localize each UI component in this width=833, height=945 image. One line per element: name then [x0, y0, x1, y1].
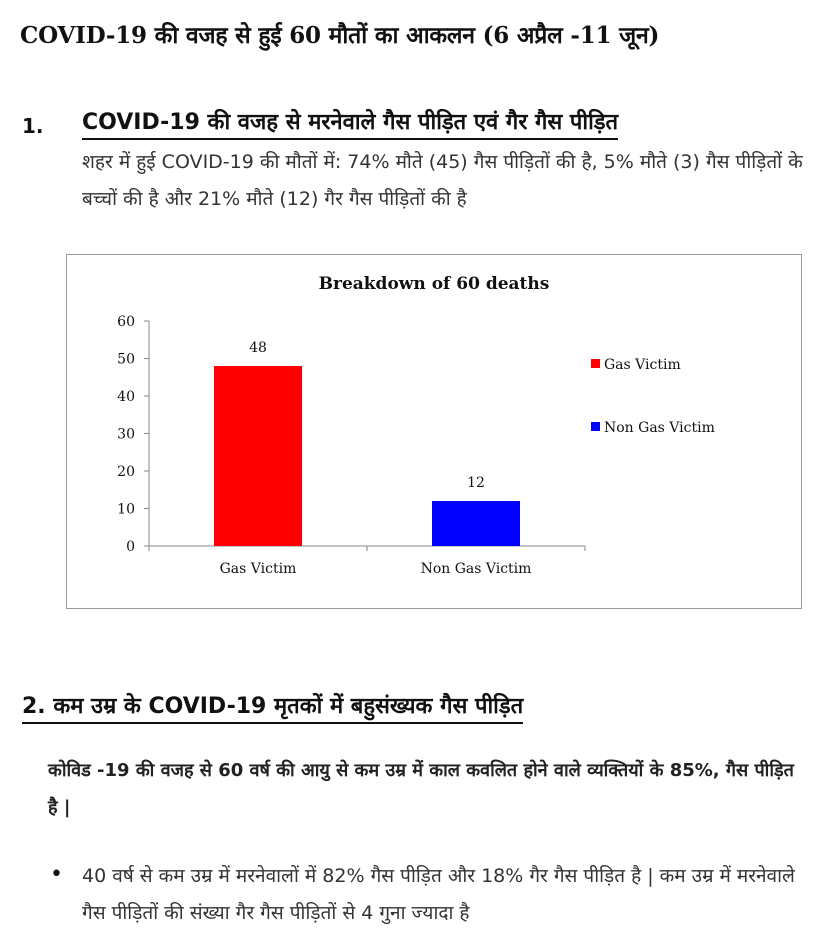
legend-label: Gas Victim [604, 357, 681, 373]
y-tick-label: 60 [117, 314, 135, 330]
bullet-item: 40 वर्ष से कम उम्र में मरनेवालों में 82% गैस पीड़ित और 18% गैर गैस पीड़ित है | कम उम्र में मरनेवाले गैस पीड़ितों की संख्या गैर गैस पीड़ितों से 4 गुना ज्यादा है [82, 865, 795, 924]
bar [214, 366, 302, 546]
y-tick-label: 10 [117, 501, 135, 518]
y-tick-label: 30 [117, 426, 135, 443]
bar [432, 501, 520, 546]
y-tick-label: 50 [117, 351, 135, 368]
section-number: 1. [22, 114, 44, 138]
section-paragraph: शहर में हुई COVID-19 की मौतों में: 74% मौते (45) गैस पीड़ितों की है, 5% मौते (3) गैस पीड़ितों के बच्चों की है और 21% मौते (12) गैर गैस पीड़ितों की है [82, 151, 803, 210]
y-tick-label: 20 [117, 464, 135, 480]
data-label: 48 [249, 340, 267, 356]
section-heading: 2. कम उम्र के COVID-19 मृतकों में बहुसंख्यक गैस पीड़ित [22, 690, 523, 724]
chart-svg [67, 255, 801, 608]
legend-swatch [591, 422, 600, 431]
y-tick-label: 40 [117, 389, 135, 405]
bar-chart [66, 254, 802, 609]
data-label: 12 [467, 475, 485, 491]
page-title: COVID-19 की वजह से हुई 60 मौतों का आकलन (6 अप्रैल -11 जून) [20, 22, 660, 49]
y-tick-label: 0 [126, 539, 135, 555]
section-paragraph: कोविड -19 की वजह से 60 वर्ष की आयु से कम उम्र में काल कवलित होने वाले व्यक्तियों के 85%, गैस पीड़ित है | [48, 760, 794, 818]
x-tick-label: Non Gas Victim [420, 561, 532, 577]
bullet-icon: • [50, 862, 63, 887]
legend-swatch [591, 359, 600, 368]
x-tick-label: Gas Victim [219, 561, 297, 577]
legend-label: Non Gas Victim [604, 420, 715, 436]
section-heading: COVID-19 की वजह से मरनेवाले गैस पीड़ित एवं गैर गैस पीड़ित [82, 106, 618, 140]
chart-title: Breakdown of 60 deaths [318, 274, 550, 294]
